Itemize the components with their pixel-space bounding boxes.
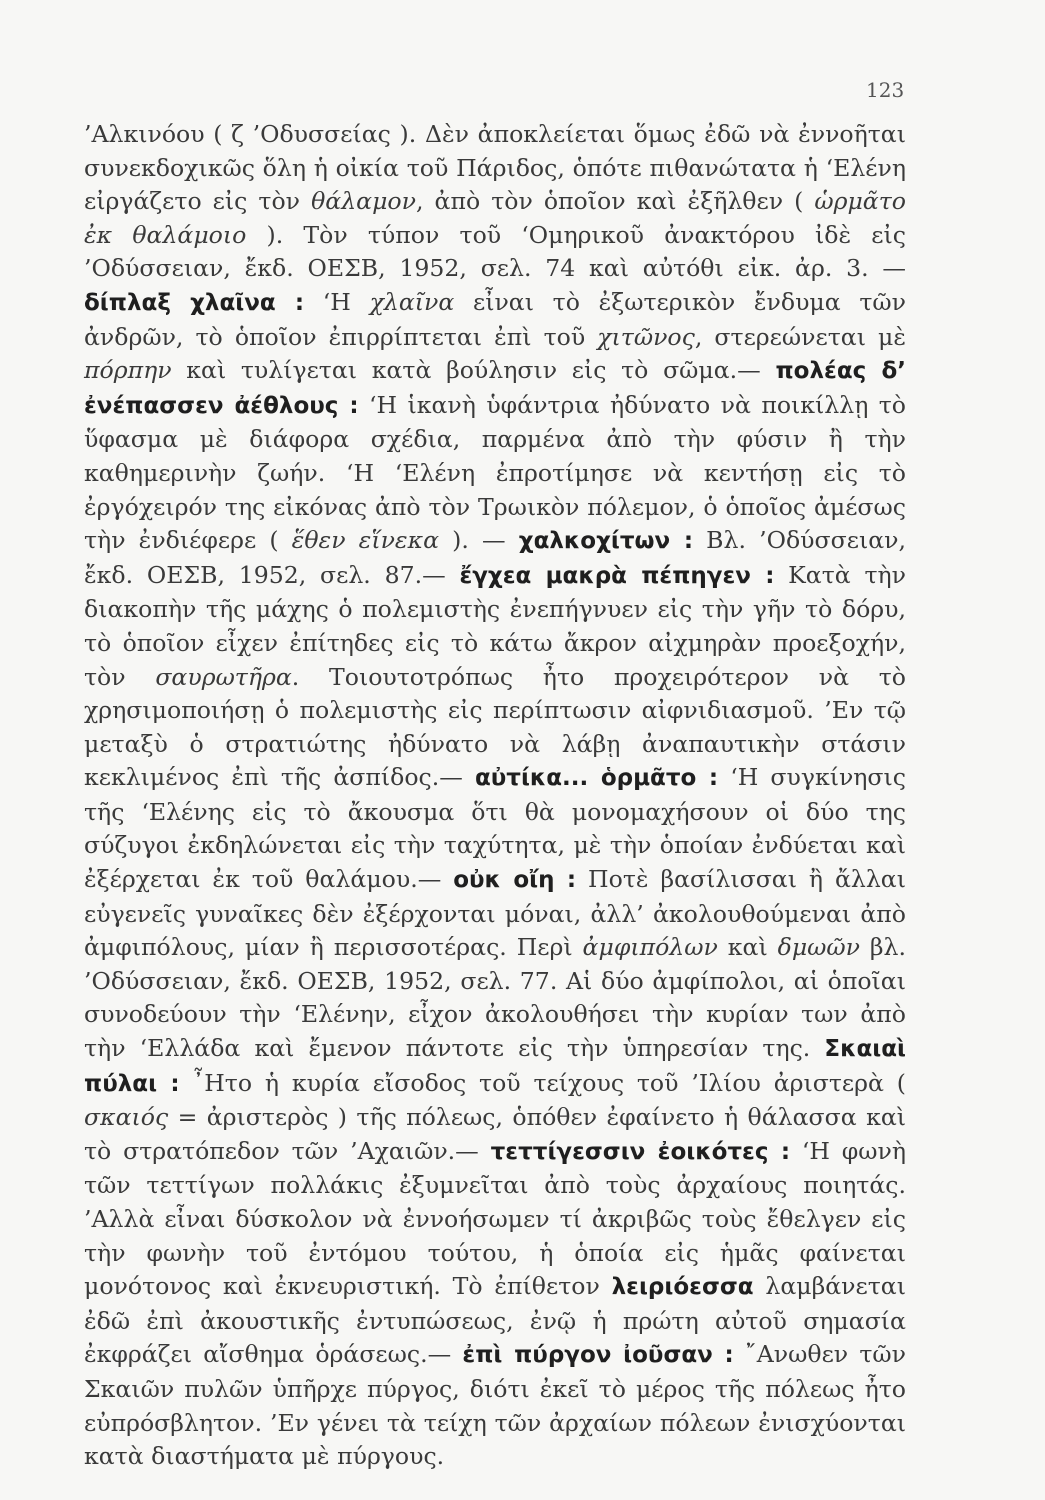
- text-run: Κατὰ τὴν διακοπὴν τῆς μάχης ὁ πολεμιστὴς ἐνεπήγνυεν εἰς τὴν γῆν τὸ δόρυ, τὸ ὁποῖον εἶχεν ἐπίτηδες εἰς τὸ κάτω ἄκρον αἰχμηρὰν προεξοχήν, τὸν: [84, 560, 907, 691]
- italic-term: σκαιός: [84, 1103, 169, 1132]
- text-run: λαμβάνεται ἐδῶ ἐπὶ ἀκουστικῆς ἐντυπώσεως, ἐνῷ ἡ πρώτη αὐτοῦ σημασία ἐκφράζει αἴσθημα ὁράσεως.—: [84, 1272, 906, 1369]
- lemma-heading: ἐπὶ πύργον ἰοῦσαν :: [462, 1342, 734, 1369]
- lemma-heading: ἔγχεα μακρὰ πέπηγεν :: [459, 562, 775, 589]
- text-run: καὶ: [717, 933, 778, 962]
- lemma-heading: Σκαιαὶ πύλαι :: [84, 1036, 906, 1097]
- lemma-heading: δίπλαξ χλαῖνα :: [84, 289, 305, 316]
- commentary-paragraph: [84, 118, 906, 1474]
- text-run: ). Τὸν τύπον τοῦ ‘Ομηρικοῦ ἀνακτόρου ἰδὲ εἰς ’Οδύσσειαν, ἔκδ. ΟΕΣΒ, 1952, σελ. 74 καὶ αὐτόθι εἰκ. ἀρ. 3. —: [84, 220, 906, 283]
- text-run: . Τοιουτοτρόπως ἦτο προχειρότερον νὰ τὸ χρησιμοποιήσῃ ὁ πολεμιστὴς εἰς περίπτωσιν αἰφνιδιασμοῦ. ’Εν τῷ μεταξὺ ὁ στρατιώτης ἠδύνατο νὰ λάβῃ ἀναπαυτικὴν στάσιν κεκλιμένος ἐπὶ τῆς ἀσπίδος.—: [84, 662, 906, 792]
- italic-quote: ὡρμᾶτο ἐκ θαλάμοιο: [84, 187, 906, 249]
- text-run: = ἀριστερὸς ) τῆς πόλεως, ὁπόθεν ἐφαίνετο ἡ θάλασσα καὶ τὸ στρατόπεδον τῶν ’Αχαιῶν.—: [84, 1103, 906, 1165]
- text-run: ‘Η συγκίνησις τῆς ‘Ελένης εἰς τὸ ἄκουσμα ὅτι θὰ μονομαχήσουν οἱ δύο της σύζυγοι ἐκδηλώνεται εἰς τὴν ταχύτητα, μὲ τὴν ὁποίαν ἐνδύεται καὶ ἐξέρχεται ἐκ τοῦ θαλάμου.—: [84, 763, 906, 894]
- text-run: , ἀπὸ τὸν ὁποῖον καὶ ἐξῆλθεν (: [415, 187, 815, 216]
- text-run: ’Αλκινόου ( ζ ’Οδυσσείας ). Δὲν ἀποκλείεται ὅμως ἐδῶ νὰ ἐννοῆται συνεκδοχικῶς ὅλη ἡ οἰκία τοῦ Πάριδος, ὁπότε πιθανώτατα ἡ ‘Ελένη εἰργάζετο εἰς τὸν: [84, 120, 906, 216]
- italic-term: δμωῶν: [777, 933, 860, 962]
- italic-term: θάλαμον: [311, 187, 416, 216]
- italic-term: σαυρωτῆρα: [155, 662, 292, 691]
- text-run: ‘Η: [304, 287, 370, 316]
- text-run: Βλ. ’Οδύσσειαν, ἔκδ. ΟΕΣΒ, 1952, σελ. 87.—: [84, 526, 906, 589]
- text-run: εἶναι τὸ ἐξωτερικὸν ἔνδυμα τῶν ἀνδρῶν, τὸ ὁποῖον ἐπιρρίπτεται ἐπὶ τοῦ: [84, 287, 906, 351]
- lemma-heading: αὐτίκα... ὁρμᾶτο :: [474, 765, 719, 792]
- italic-quote: ἕθεν εἵνεκα: [291, 526, 440, 555]
- text-run: καὶ τυλίγεται κατὰ βούλησιν εἰς τὸ σῶμα.—: [171, 356, 776, 385]
- text-run: βλ. ’Οδύσσειαν, ἔκδ. ΟΕΣΒ, 1952, σελ. 77. Αἱ δύο ἀμφίπολοι, αἱ ὁποῖαι συνοδεύουν τὴν ‘Ελένην, εἶχον ἀκολουθήσει τὴν κυρίαν των ἀπὸ τὴν ‘Ελλάδα καὶ ἔμενον πάντοτε εἰς τὴν ὑπηρεσίαν της.: [84, 933, 906, 1063]
- text-run: ‘Η ἱκανὴ ὑφάντρια ἠδύνατο νὰ ποικίλλῃ τὸ ὕφασμα μὲ διάφορα σχέδια, παρμένα ἀπὸ τὴν φύσιν ἢ τὴν καθημερινὴν ζωήν. ‘Η ‘Ελένη ἐπροτίμησε νὰ κεντήσῃ εἰς τὸ ἐργόχειρόν της εἰκόνας ἀπὸ τὸν Τρωικὸν πόλεμον, ὁ ὁποῖος ἀμέσως τὴν ἐνδιέφερε (: [84, 390, 907, 555]
- page-number: 123: [866, 78, 905, 102]
- italic-term: χιτῶνος: [597, 322, 695, 351]
- lemma-heading: τεττίγεσσιν ἐοικότες :: [490, 1138, 791, 1165]
- lemma-heading: χαλκοχίτων :: [518, 528, 694, 555]
- text-run: ῎Ανωθεν τῶν Σκαιῶν πυλῶν ὑπῆρχε πύργος, διότι ἐκεῖ τὸ μέρος τῆς πόλεως ἦτο εὐπρόσβλητον. ’Εν γένει τὰ τείχη τῶν ἀρχαίων πόλεων ἐνισχύονται κατὰ διαστήματα μὲ πύργους.: [84, 1340, 906, 1471]
- text-run: , στερεώνεται μὲ: [694, 322, 906, 351]
- text-run: ῏Ητο ἡ κυρία εἴσοδος τοῦ τείχους τοῦ ’Ιλίου ἀριστερὰ (: [179, 1068, 906, 1097]
- italic-term: ἀμφιπόλων: [582, 933, 718, 962]
- lemma-heading: πολέας δ’ ἐνέπασσεν ἀέθλους :: [84, 358, 906, 419]
- text-run: Ποτὲ βασίλισσαι ἢ ἄλλαι εὐγενεῖς γυναῖκες δὲν ἐξέρχονται μόναι, ἀλλ’ ἀκολουθούμεναι ἀπὸ ἀμφιπόλους, μίαν ἢ περισσοτέρας. Περὶ: [84, 865, 906, 962]
- lemma-heading: οὐκ οἴη :: [453, 867, 577, 894]
- italic-term: χλαῖνα: [369, 287, 455, 316]
- text-run: ‘Η φωνὴ τῶν τεττίγων πολλάκις ἐξυμνεῖται ἀπὸ τοὺς ἀρχαίους ποιητάς. ’Αλλὰ εἶναι δύσκολον νὰ ἐννοήσωμεν τί ἀκριβῶς τοὺς ἔθελγεν εἰς τὴν φωνὴν τοῦ ἐντόμου τούτου, ἡ ὁποία εἰς ἡμᾶς φαίνεται μονότονος καὶ ἐκνευριστική. Τὸ ἐπίθετον: [84, 1136, 906, 1301]
- italic-term: πόρπην: [84, 356, 172, 385]
- lemma-heading: λειριόεσσα: [611, 1274, 754, 1301]
- text-run: ). —: [439, 526, 519, 555]
